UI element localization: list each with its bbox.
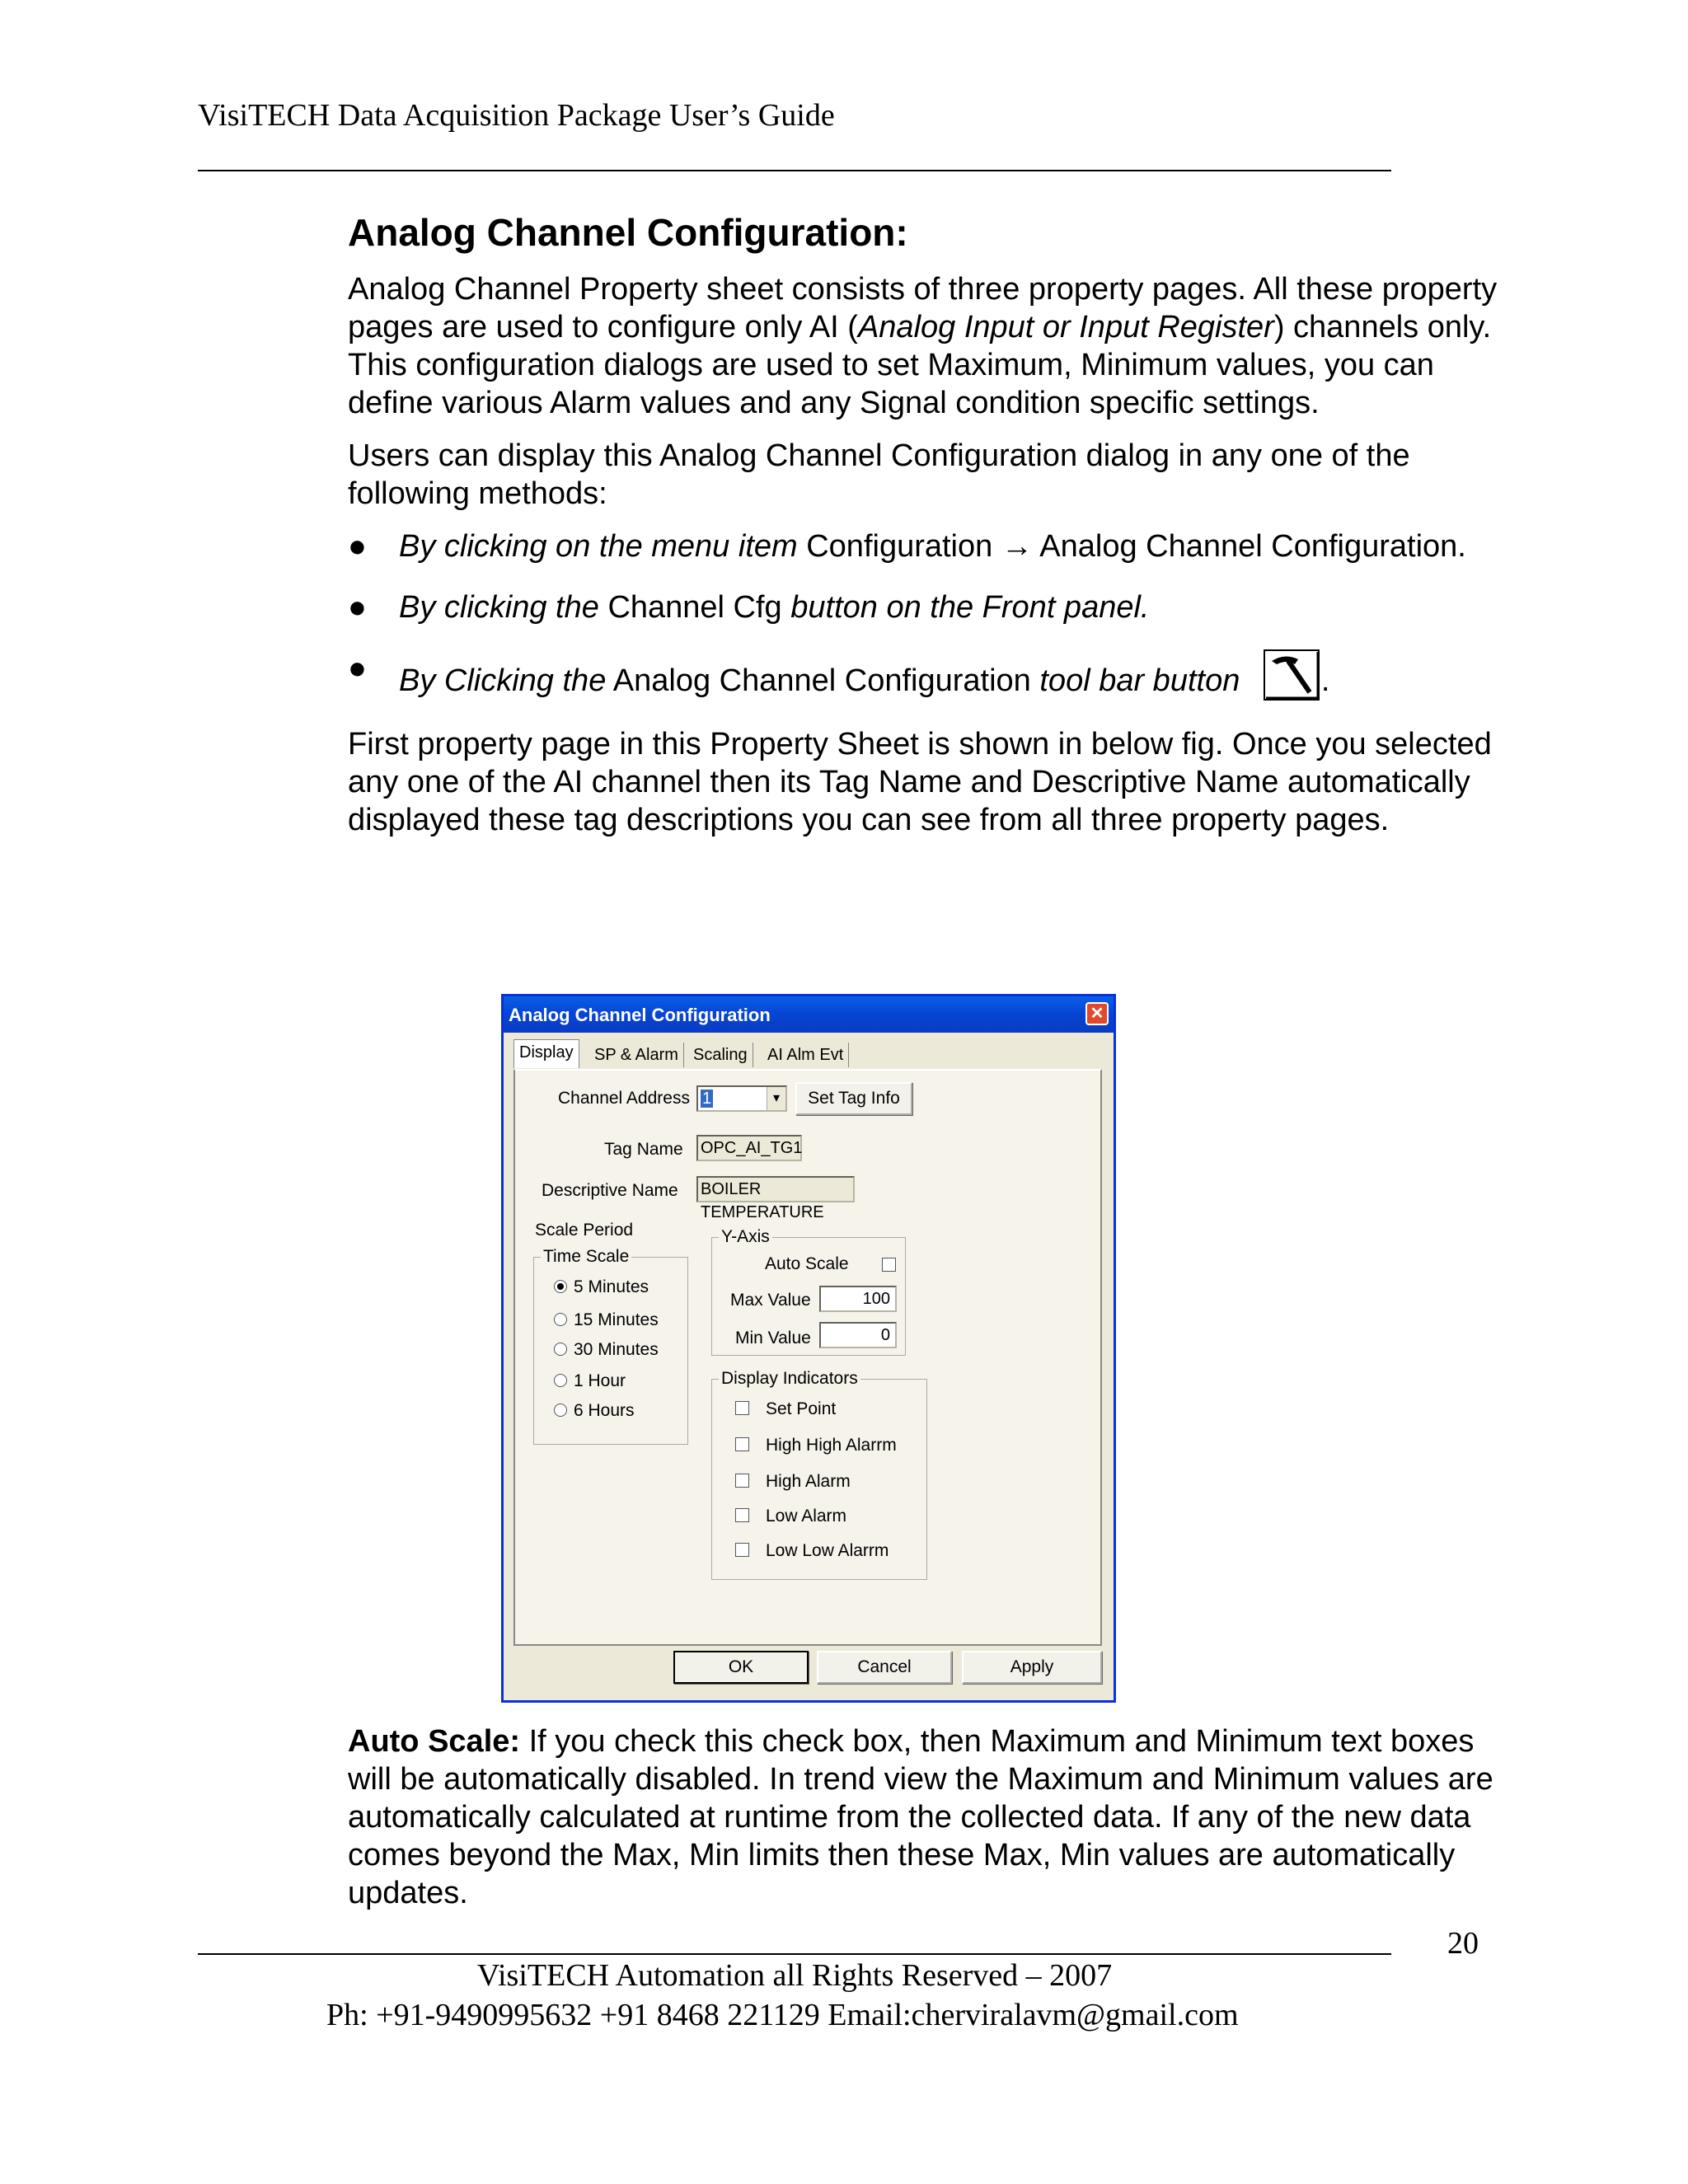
method-item [348, 527, 1502, 565]
display-indicators-legend: Display Indicators [719, 1369, 860, 1389]
intro-p1-end: ) channels only. This configuration dialogs are used to set Maximum, Minimum values, you can define various Alarm values and any Signal condition specific settings. [348, 310, 1492, 420]
display-indicators-group [711, 1369, 927, 1580]
intro-paragraph-2: Users can display this Analog Channel Configuration dialog in any one of the following methods: [348, 438, 1410, 511]
checkbox-low-low-alarm[interactable] [735, 1541, 889, 1561]
radio-15-minutes[interactable] [554, 1310, 659, 1330]
channel-address-select[interactable] [696, 1085, 787, 1112]
checkbox-label: High Alarm [766, 1472, 851, 1491]
method-italic-2: tool bar button [1039, 663, 1240, 698]
radio-icon [554, 1343, 567, 1356]
y-axis-legend: Y-Axis [719, 1227, 772, 1247]
footer-rule [198, 1953, 1391, 1955]
time-scale-group [533, 1247, 688, 1445]
radio-30-minutes[interactable] [554, 1340, 659, 1360]
tag-name-field: OPC_AI_TG1 [696, 1135, 802, 1161]
auto-scale-paragraph [348, 1722, 1502, 1912]
tab-ai-alm-evt[interactable]: AI Alm Evt [762, 1043, 849, 1067]
radio-icon [554, 1374, 567, 1387]
method-item [348, 649, 1502, 702]
bullet: ● [348, 529, 367, 564]
analog-channel-config-dialog [501, 994, 1116, 1703]
checkbox-icon [735, 1508, 749, 1522]
ok-button[interactable]: OK [673, 1651, 809, 1684]
footer [198, 1957, 1391, 2032]
radio-1-hour[interactable] [554, 1371, 626, 1391]
tab-scaling[interactable]: Scaling [688, 1043, 753, 1067]
tab-display[interactable]: Display [513, 1039, 579, 1068]
radio-selected-icon [554, 1280, 567, 1293]
checkbox-label: Low Alarm [766, 1507, 847, 1526]
auto-scale-description: If you check this check box, then Maximum and Minimum text boxes will be automatically disabled. In trend view the Maximum and Minimum values are automatically calculated at runtime from the collected data. If any of the new data comes beyond the Max, Min limits then these Max, Min values are automatically updates. [348, 1724, 1493, 1910]
time-scale-legend: Time Scale [541, 1247, 631, 1267]
dialog-title: Analog Channel Configuration [509, 1005, 771, 1025]
auto-scale-term: Auto Scale: [348, 1724, 521, 1759]
radio-icon [554, 1313, 567, 1326]
checkbox-low-alarm[interactable] [735, 1507, 846, 1526]
footer-copyright: VisiTECH Automation all Rights Reserved – 2007 [476, 1958, 1113, 1993]
intro-p1-text: Analog Channel Property sheet consists of three property pages. All these property pages are used to configure only AI ( [348, 272, 1498, 344]
checkbox-set-point[interactable] [735, 1399, 836, 1419]
checkbox-high-alarm[interactable] [735, 1472, 851, 1492]
header-rule [198, 170, 1391, 171]
y-axis-group [711, 1227, 906, 1356]
bullet: ● [348, 651, 367, 686]
min-value-label: Min Value [735, 1329, 811, 1347]
section-title: Analog Channel Configuration: [348, 211, 908, 254]
checkbox-high-high-alarm[interactable] [735, 1436, 897, 1455]
method-end: . [1320, 663, 1330, 698]
radio-label: 1 Hour [574, 1371, 626, 1390]
descriptive-name-field: BOILER TEMPERATURE [696, 1176, 855, 1202]
tag-name-label: Tag Name [604, 1140, 683, 1159]
checkbox-icon [735, 1437, 749, 1451]
checkbox-label: Set Point [766, 1399, 837, 1418]
channel-address-label: Channel Address [558, 1089, 690, 1108]
radio-icon [554, 1404, 567, 1417]
min-value-input[interactable]: 0 [819, 1322, 897, 1348]
apply-button[interactable]: Apply [962, 1651, 1102, 1684]
page-number: 20 [1447, 1926, 1479, 1961]
cancel-button[interactable]: Cancel [817, 1651, 952, 1684]
main-content [348, 209, 1502, 854]
radio-6-hours[interactable] [554, 1401, 635, 1421]
radio-label: 5 Minutes [574, 1277, 649, 1296]
property-page-paragraph: First property page in this Property Sheet is shown in below fig. Once you selected any one of the AI channel then its Tag Name and Descriptive Name automatically displayed these tag descriptions you can see from all three property pages. [348, 727, 1492, 837]
checkbox-icon [735, 1401, 749, 1415]
intro-paragraph-1 [348, 270, 1502, 422]
radio-label: 15 Minutes [574, 1310, 659, 1329]
method-normal: Channel Cfg [598, 590, 791, 625]
methods-list [348, 527, 1502, 702]
max-value-input[interactable]: 100 [819, 1286, 897, 1312]
max-value-label: Max Value [730, 1291, 811, 1310]
checkbox-label: High High Alarrm [766, 1436, 897, 1455]
channel-address-value: 1 [702, 1090, 712, 1108]
checkbox-icon [735, 1543, 749, 1557]
hammer-icon [1264, 649, 1321, 702]
method-italic: By clicking the [399, 590, 599, 625]
auto-scale-checkbox[interactable] [882, 1258, 896, 1272]
dialog-titlebar [504, 996, 1114, 1033]
method-italic-2: button on the Front panel. [790, 590, 1150, 625]
bullet: ● [348, 590, 367, 625]
footer-contact: Ph: +91-9490995632 +91 8468 221129 Email:cherviralavm@gmail.com [326, 1998, 1239, 2032]
tab-sp-alarm[interactable]: SP & Alarm [589, 1043, 684, 1067]
radio-5-minutes[interactable] [554, 1277, 649, 1297]
close-icon[interactable]: ✕ [1085, 1002, 1109, 1025]
intro-p1-italic: Analog Input or Input Register [857, 310, 1274, 344]
method-italic: By Clicking the [399, 663, 607, 698]
checkbox-icon [735, 1474, 749, 1488]
radio-label: 30 Minutes [574, 1340, 659, 1359]
method-item [348, 588, 1502, 626]
method-normal: Configuration → Analog Channel Configuration. [797, 529, 1466, 564]
tab-panel-display [513, 1069, 1102, 1646]
method-italic: By clicking on the menu item [399, 529, 798, 564]
descriptive-name-label: Descriptive Name [542, 1181, 678, 1200]
auto-scale-label: Auto Scale [765, 1254, 849, 1273]
radio-label: 6 Hours [574, 1401, 635, 1420]
scale-period-label: Scale Period [535, 1221, 634, 1240]
set-tag-info-button[interactable]: Set Tag Info [795, 1082, 912, 1115]
running-header: VisiTECH Data Acquisition Package User’s Guide [198, 98, 835, 133]
checkbox-label: Low Low Alarrm [766, 1541, 889, 1560]
chevron-down-icon[interactable]: ▾ [767, 1087, 785, 1110]
method-normal: Analog Channel Configuration [606, 663, 1040, 698]
